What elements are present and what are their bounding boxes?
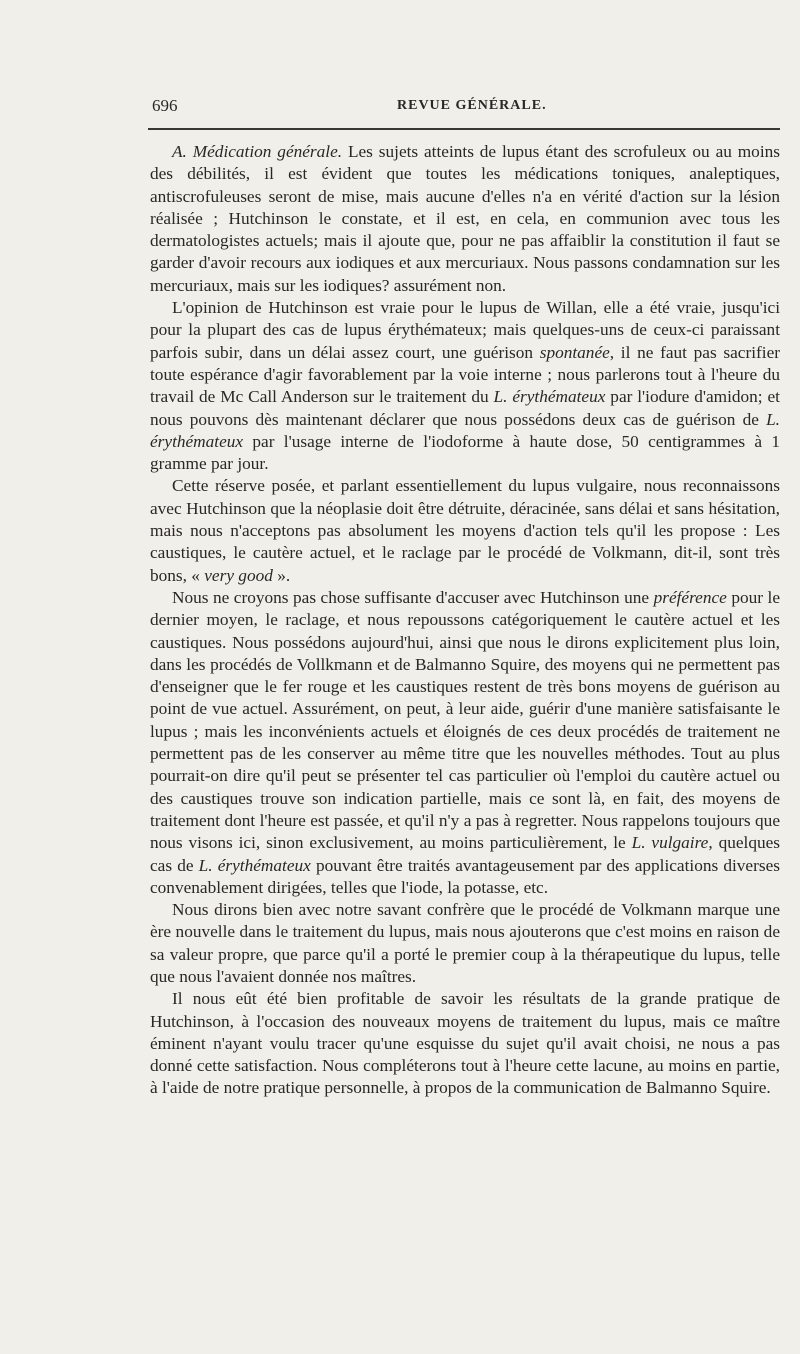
paragraph (150, 587, 780, 899)
paragraph (150, 475, 780, 586)
text-run: par l'usage interne de l'iodoforme à haute dose, 50 centigrammes à 1 gramme par jour. (150, 431, 780, 474)
text-run: L'opinion de Hutchinson est vraie pour le lupus de Willan, elle a été vraie, jusqu'ici pour la plupart des cas de lupus érythémateux; mais quelques-uns de ceux-ci paraissant parfois subir, dans un délai assez court, une guérison (150, 298, 780, 362)
paragraph: Nous dirons bien avec notre savant confrère que le procédé de Volkmann marque une ère nouvelle dans le traitement du lupus, mais nous ajouterons que c'est moins en raison de sa valeur propre, que parce qu'il a porté le premier coup à la thérapeutique du lupus, telle que nous l'avaient donnée nos maîtres. (150, 900, 780, 986)
section-heading: A. Médication générale. (172, 142, 343, 161)
italic-text: préférence (653, 587, 727, 607)
paragraph (150, 297, 780, 475)
italic-text: L. érythémateux (198, 855, 311, 875)
paragraph-text: Les sujets atteints de lupus étant des scrofuleux ou au moins des débilités, il est évident que toutes les médications toniques, analeptiques, antiscrofuleuses seront de mise, mais aucune d'elles n'a en vérité d'action sur la lésion réalisée ; Hutchinson le constate, et il est, en cela, en communion avec tous les dermatologistes actuels; mais il ajoute que, pour ne pas affaiblir la constitution il faut se garder d'avoir recours aux iodiques et aux mercuriaux. Nous passons condamnation sur les mercuriaux, mais sur les iodiques? assurément non. (150, 142, 780, 295)
body-text (150, 141, 780, 1100)
page-header (152, 96, 782, 118)
paragraph (150, 141, 780, 297)
italic-text: L. érythémateux (493, 387, 606, 407)
italic-text: very good (204, 565, 273, 585)
text-run: par l'iodure d'amidon; et nous pouvons dès maintenant déclarer que nous possédons deux cas de guérison de (150, 387, 780, 429)
italic-text: L. érythémateux (150, 409, 780, 451)
text-run: Nous ne croyons pas chose suffisante d'accuser avec Hutchinson une (172, 587, 654, 607)
text-run: ». (272, 565, 291, 585)
text-run: pouvant être traités avantageusement par des applications diverses convenablement dirigées, telles que l'iode, la potasse, etc. (150, 855, 780, 897)
italic-text: spontanée (539, 342, 610, 362)
text-run: , il ne faut pas sacrifier toute espérance d'agir favorablement par la voie interne ; nous parlerons tout à l'heure du travail de Mc Call Anderson sur le traitement du (150, 342, 781, 407)
running-head: REVUE GÉNÉRALE. (397, 98, 547, 113)
page-number: 696 (152, 96, 178, 115)
paragraph: Il nous eût été bien profitable de savoir les résultats de la grande pratique de Hutchinson, à l'occasion des nouveaux moyens de traitement du lupus, mais ce maître éminent n'ayant voulu tracer qu'une esquisse du sujet qu'il avait choisi, ne nous a pas donné cette satisfaction. Nous compléterons tout à l'heure cette lacune, au moins en partie, à l'aide de notre pratique personnelle, à propos de la communication de Balmanno Squire. (150, 989, 780, 1098)
text-run: , quelques cas de (150, 833, 780, 875)
header-rule (148, 128, 780, 130)
italic-text: L. vulgaire (631, 833, 709, 853)
text-run: pour le dernier moyen, le raclage, et nous repoussons catégoriquement le cautère actuel et les caustiques. Nous possédons aujourd'hui, ainsi que nous le dirons explicitement plus loin, dans les procédés de Vollkmann et de Balmanno Squire, des moyens qui ne permettent pas d'enseigner que le fer rouge et les caustiques restent de très bons moyens de guérison au point de vue actuel. Assurément, on peut, à leur aide, guérir d'une manière satisfaisante le lupus ; mais les inconvénients actuels et éloignés de ces deux procédés de traitement ne permettent pas de les conserver au même titre que les nouvelles méthodes. Tout au plus pourrait-on dire qu'il peut se présenter tel cas particulier où l'emploi du cautère actuel ou des caustiques trouve son indication partielle, mais ce sont là, en fait, des moyens de traitement dont l'heure est passée, et qu'il n'y a pas à regretter. Nous rappelons toujours que nous visons ici, sinon exclusivement, au moins particulièrement, le (150, 587, 780, 853)
text-run: Cette réserve posée, et parlant essentiellement du lupus vulgaire, nous reconnaissons avec Hutchinson que la néoplasie doit être détruite, déracinée, sans délai et sans hésitation, mais nous n'acceptons pas absolument les moyens d'action tels qu'il les propose : Les caustiques, le cautère actuel, et le raclage par le procédé de Volkmann, dit-il, sont très bons, « (150, 476, 780, 585)
